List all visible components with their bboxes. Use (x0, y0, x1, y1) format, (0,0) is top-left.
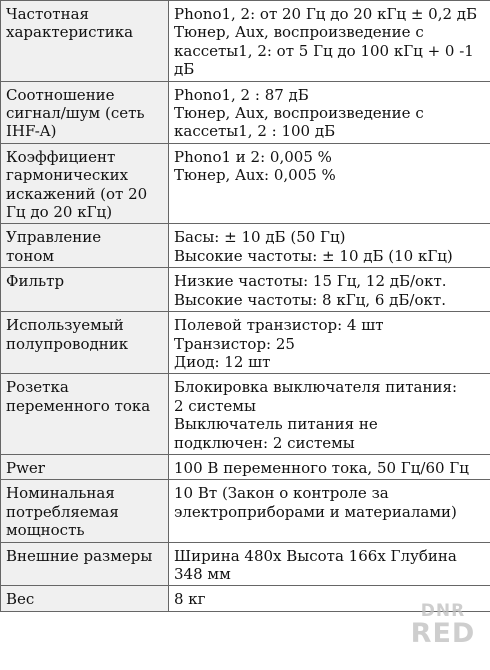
spec-row (1, 586, 490, 611)
spec-value-line: Тюнер, Aux: 0,005 % (174, 166, 336, 185)
spec-value-line: Блокировка выключателя питания: (174, 378, 458, 397)
spec-label-line: характеристика (6, 23, 134, 42)
spec-value-cell (169, 143, 490, 224)
spec-table-body (1, 1, 490, 612)
spec-label-line: Розетка (6, 378, 69, 397)
spec-row (1, 542, 490, 586)
spec-value-line: Полевой транзистор: 4 шт (174, 316, 384, 335)
spec-label-line: Используемый (6, 316, 124, 335)
spec-row (1, 268, 490, 312)
spec-value-line: Высокие частоты: ± 10 дБ (10 кГц) (174, 246, 453, 265)
spec-row (1, 374, 490, 455)
spec-value-line: Басы: ± 10 дБ (50 Гц) (174, 228, 346, 247)
spec-label-line: мощность (6, 521, 85, 540)
spec-value-line: Низкие частоты: 15 Гц, 12 дБ/окт. (174, 272, 447, 291)
spec-value-cell (169, 480, 490, 542)
spec-value-line: 10 Вт (Закон о контроле за (174, 484, 389, 503)
spec-row (1, 312, 490, 374)
spec-label-line: сигнал/шум (сеть (6, 104, 145, 123)
spec-value-cell (169, 1, 490, 82)
spec-value-line: Высокие частоты: 8 кГц, 6 дБ/окт. (174, 290, 446, 309)
spec-label-line: Коэффициент (6, 147, 116, 166)
watermark-bottom: RED (410, 618, 476, 649)
spec-value-line: дБ (174, 60, 195, 79)
spec-label-line: Управление (6, 228, 102, 247)
spec-label-line: Гц до 20 кГц) (6, 203, 113, 222)
spec-label-cell (1, 143, 169, 224)
spec-label-line: искажений (от 20 (6, 184, 148, 203)
spec-value-cell (169, 224, 490, 268)
spec-value-line: Тюнер, Aux, воспроизведение с (174, 104, 424, 123)
spec-value-line: кассеты1, 2: от 5 Гц до 100 кГц + 0 -1 (174, 41, 474, 60)
spec-value-cell (169, 81, 490, 143)
spec-value-line: Выключатель питания не (174, 415, 378, 434)
spec-value-line: 2 системы (174, 396, 256, 415)
spec-label-line: Номинальная (6, 484, 115, 503)
spec-label-line: потребляемая (6, 502, 119, 521)
spec-value-line: Phono1, 2 : 87 дБ (174, 85, 309, 104)
spec-row (1, 224, 490, 268)
spec-label-cell (1, 1, 169, 82)
spec-label-cell (1, 374, 169, 455)
spec-row (1, 1, 490, 82)
spec-row (1, 480, 490, 542)
spec-value-cell (169, 374, 490, 455)
spec-label-line: Частотная (6, 5, 89, 23)
spec-label-cell (1, 224, 169, 268)
spec-label-line: IHF-A) (6, 122, 57, 141)
spec-value-line: Phono1, 2: от 20 Гц до 20 кГц ± 0,2 дБ (174, 5, 478, 23)
spec-label-line: полупроводник (6, 334, 129, 353)
spec-value-line: 100 В переменного тока, 50 Гц/60 Гц (174, 458, 469, 477)
spec-value-line: Диод: 12 шт (174, 352, 271, 371)
spec-label-line: Внешние размеры (6, 546, 153, 565)
spec-value-line: Ширина 480x Высота 166x Глубина (174, 546, 457, 565)
spec-value-line: Транзистор: 25 (174, 334, 295, 353)
spec-row (1, 81, 490, 143)
spec-value-cell (169, 586, 490, 611)
spec-value-line: Тюнер, Aux, воспроизведение с (174, 23, 424, 42)
spec-label-cell (1, 480, 169, 542)
spec-value-line: Phono1 и 2: 0,005 % (174, 147, 332, 166)
spec-label-line: переменного тока (6, 396, 151, 415)
spec-label-cell (1, 586, 169, 611)
spec-label-line: Фильтр (6, 272, 65, 291)
spec-label-line: Соотношение (6, 85, 115, 104)
spec-label-cell (1, 542, 169, 586)
spec-label-cell (1, 81, 169, 143)
watermark-top: DNR (420, 601, 466, 621)
spec-row (1, 454, 490, 479)
spec-value-cell (169, 312, 490, 374)
spec-value-line: 348 мм (174, 564, 231, 583)
spec-row (1, 143, 490, 224)
spec-value-line: кассеты1, 2 : 100 дБ (174, 122, 336, 141)
spec-label-line: Вес (6, 590, 35, 609)
spec-value-cell (169, 454, 490, 479)
spec-label-cell (1, 454, 169, 479)
spec-value-cell (169, 268, 490, 312)
spec-value-line: электроприборами и материалами) (174, 502, 457, 521)
spec-value-line: 8 кг (174, 590, 206, 609)
spec-label-line: Pwer (6, 458, 45, 477)
spec-label-cell (1, 268, 169, 312)
spec-label-line: тоном (6, 246, 55, 265)
spec-value-cell (169, 542, 490, 586)
spec-label-line: гармонических (6, 166, 129, 185)
spec-value-line: подключен: 2 системы (174, 433, 355, 452)
spec-label-cell (1, 312, 169, 374)
